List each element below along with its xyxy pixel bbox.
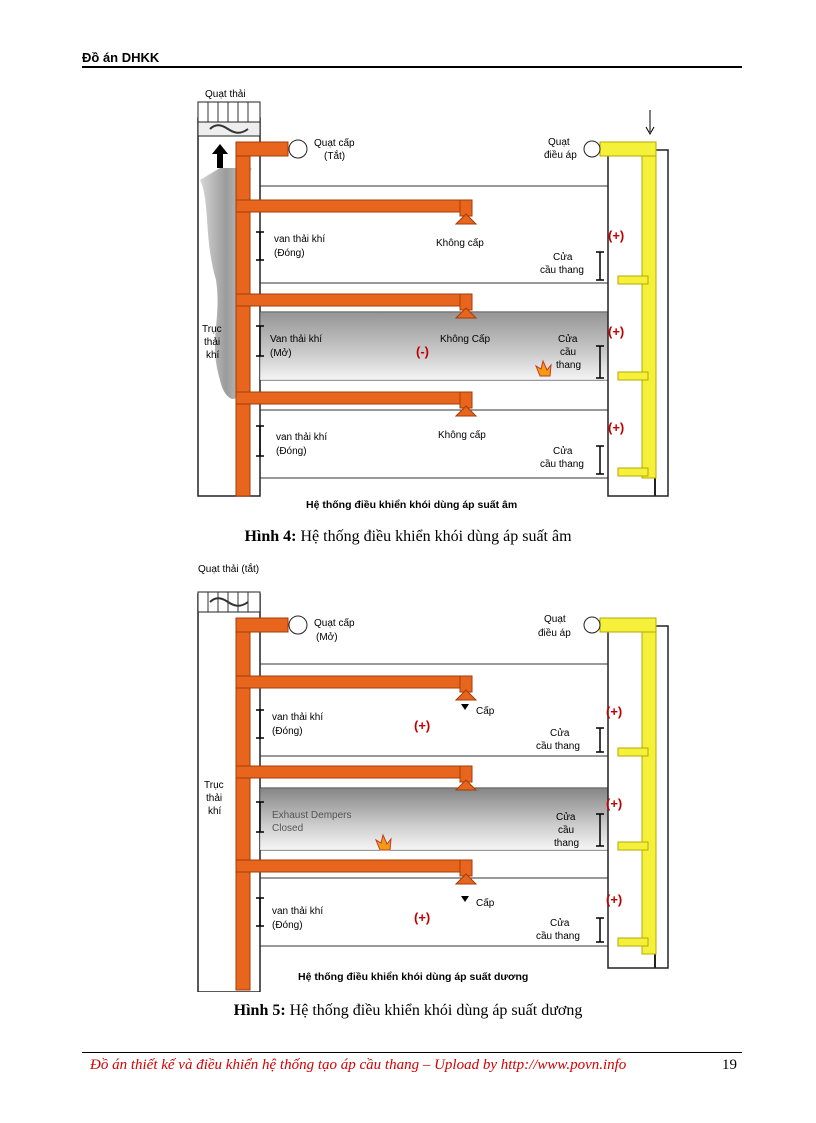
door-2-label-1: Cửa bbox=[558, 334, 578, 345]
door-1-label-2: cầu thang bbox=[536, 741, 580, 752]
supply-fan-icon bbox=[289, 140, 307, 158]
supply-fan-label-1: Quạt cấp bbox=[314, 618, 355, 629]
floor-pressure-plus-1: (+) bbox=[414, 718, 431, 733]
stair-duct-branch-2 bbox=[618, 842, 648, 850]
damper-closed-2-label-1: van thải khí bbox=[276, 432, 328, 443]
damper-closed-2-label-2: (Đóng) bbox=[276, 446, 307, 457]
figure-5-inner-title: Hệ thống điều khiển khói dùng áp suất dương bbox=[298, 971, 529, 983]
damper-closed-2-label-2: (Đóng) bbox=[272, 920, 303, 931]
header-rule bbox=[82, 66, 742, 68]
damper-closed-1-label-1: van thải khí bbox=[272, 712, 324, 723]
damper-open-label-2: (Mở) bbox=[270, 348, 292, 359]
caption-4-text: Hệ thống điều khiển khói dùng áp suất âm bbox=[296, 528, 572, 545]
supply-branch-ducts bbox=[236, 200, 476, 416]
supply-branch-ducts bbox=[236, 676, 476, 884]
door-1-label-1: Cửa bbox=[550, 728, 570, 739]
floor-pressure-plus-2: (+) bbox=[414, 910, 431, 925]
press-fan-label-2: điều áp bbox=[544, 150, 577, 161]
stair-pressure-plus-2: (+) bbox=[606, 796, 623, 811]
exhaust-fan-housing bbox=[198, 102, 260, 122]
door-2-label-2: cầu bbox=[560, 347, 577, 358]
damper-closed-2-label-1: van thải khí bbox=[272, 906, 324, 917]
stair-duct-branch-3 bbox=[618, 938, 648, 946]
caption-5-text: Hệ thống điều khiển khói dùng áp suất dương bbox=[285, 1002, 583, 1019]
door-3-label-1: Cửa bbox=[553, 446, 573, 457]
door-3-label-1: Cửa bbox=[550, 918, 570, 929]
stair-duct-branch-1 bbox=[618, 276, 648, 284]
door-2-label-3: thang bbox=[556, 360, 582, 371]
figure-4-inner-title: Hệ thống điều khiển khói dùng áp suất âm bbox=[306, 499, 518, 511]
stair-duct-branch-3 bbox=[618, 468, 648, 476]
door-2-label-3: thang bbox=[554, 838, 580, 849]
stair-pressure-plus-3: (+) bbox=[606, 892, 623, 907]
supply-fan-duct bbox=[236, 618, 288, 632]
figure-5-diagram bbox=[160, 552, 680, 992]
supply-label-1: Cấp bbox=[476, 706, 495, 717]
damper-open-label-1: Van thải khí bbox=[270, 334, 323, 345]
caption-figure-4 bbox=[0, 528, 816, 546]
pressure-plus-1: (+) bbox=[608, 228, 625, 243]
shaft-label-1: Trục bbox=[204, 780, 224, 791]
pressurization-fan-icon bbox=[584, 141, 600, 157]
door-2-label-2: cầu bbox=[558, 825, 575, 836]
stair-duct-branch-1 bbox=[618, 748, 648, 756]
figure-4 bbox=[160, 80, 680, 520]
supply-fan-label-1: Quạt cấp bbox=[314, 138, 355, 149]
shaft-label-2: thải bbox=[204, 337, 221, 348]
pressure-plus-2: (+) bbox=[608, 324, 625, 339]
page-number: 19 bbox=[722, 1057, 737, 1073]
exhaust-duct-vertical bbox=[236, 618, 250, 990]
press-fan-label-1: Quạt bbox=[544, 614, 566, 625]
press-fan-label-2: điều áp bbox=[538, 628, 571, 639]
supply-arrow-2-icon bbox=[461, 896, 469, 902]
figure-5 bbox=[160, 552, 680, 992]
damper-closed-1-label-2: (Đóng) bbox=[274, 248, 305, 259]
shaft-label-1: Trục bbox=[202, 324, 222, 335]
stair-duct-branch-2 bbox=[618, 372, 648, 380]
figure-4-diagram bbox=[160, 80, 680, 520]
caption-5-label: Hình 5: bbox=[233, 1002, 286, 1019]
door-2-label-1: Cửa bbox=[556, 812, 576, 823]
supply-fan-label-2: (Mở) bbox=[316, 632, 338, 643]
exhaust-fan-label: Quạt thải bbox=[205, 89, 246, 100]
no-supply-label-2: Không Cấp bbox=[440, 334, 491, 345]
supply-arrow-1-icon bbox=[461, 704, 469, 710]
door-1-label-1: Cửa bbox=[553, 252, 573, 263]
shaft-label-3: khí bbox=[206, 350, 220, 361]
press-fan-label-1: Quạt bbox=[548, 137, 570, 148]
stair-pressurization-duct bbox=[642, 618, 656, 954]
no-supply-label-3: Không cấp bbox=[438, 430, 486, 441]
stair-pressurization-duct bbox=[642, 142, 656, 478]
pressure-minus: (-) bbox=[416, 344, 429, 359]
supply-fan-label-2: (Tắt) bbox=[324, 151, 346, 162]
supply-fan-icon bbox=[289, 616, 307, 634]
pressure-plus-3: (+) bbox=[608, 420, 625, 435]
supply-label-2: Cấp bbox=[476, 898, 495, 909]
door-3-label-2: cầu thang bbox=[536, 931, 580, 942]
door-3-label-2: cầu thang bbox=[540, 459, 584, 470]
supply-fan-duct bbox=[236, 142, 288, 156]
no-supply-label-1: Không cấp bbox=[436, 238, 484, 249]
stair-pressure-plus-1: (+) bbox=[606, 704, 623, 719]
damper-closed-1-label-1: van thải khí bbox=[274, 234, 326, 245]
footer-text: Đồ án thiết kế và điều khiển hệ thống tạo áp cầu thang – Upload by http://www.povn.info bbox=[90, 1057, 627, 1073]
pressurization-fan-icon bbox=[584, 617, 600, 633]
shaft-label-3: khí bbox=[208, 806, 222, 817]
footer-rule bbox=[82, 1052, 742, 1053]
stairwell bbox=[608, 150, 668, 496]
air-intake-arrow-icon bbox=[646, 110, 654, 134]
exhaust-dampers-label-1: Exhaust Dempers bbox=[272, 810, 352, 821]
caption-figure-5 bbox=[0, 1002, 816, 1020]
door-1-label-2: cầu thang bbox=[540, 265, 584, 276]
exhaust-fan-label: Quạt thải (tắt) bbox=[198, 564, 260, 575]
stair-duct-top bbox=[600, 618, 656, 632]
shaft-label-2: thải bbox=[206, 793, 223, 804]
caption-4-label: Hình 4: bbox=[244, 528, 297, 545]
exhaust-duct-vertical bbox=[236, 142, 250, 496]
damper-closed-1-label-2: (Đóng) bbox=[272, 726, 303, 737]
exhaust-dampers-label-2: Closed bbox=[272, 823, 304, 834]
stair-duct-top bbox=[600, 142, 656, 156]
document-header-title: Đồ án DHKK bbox=[82, 50, 160, 65]
